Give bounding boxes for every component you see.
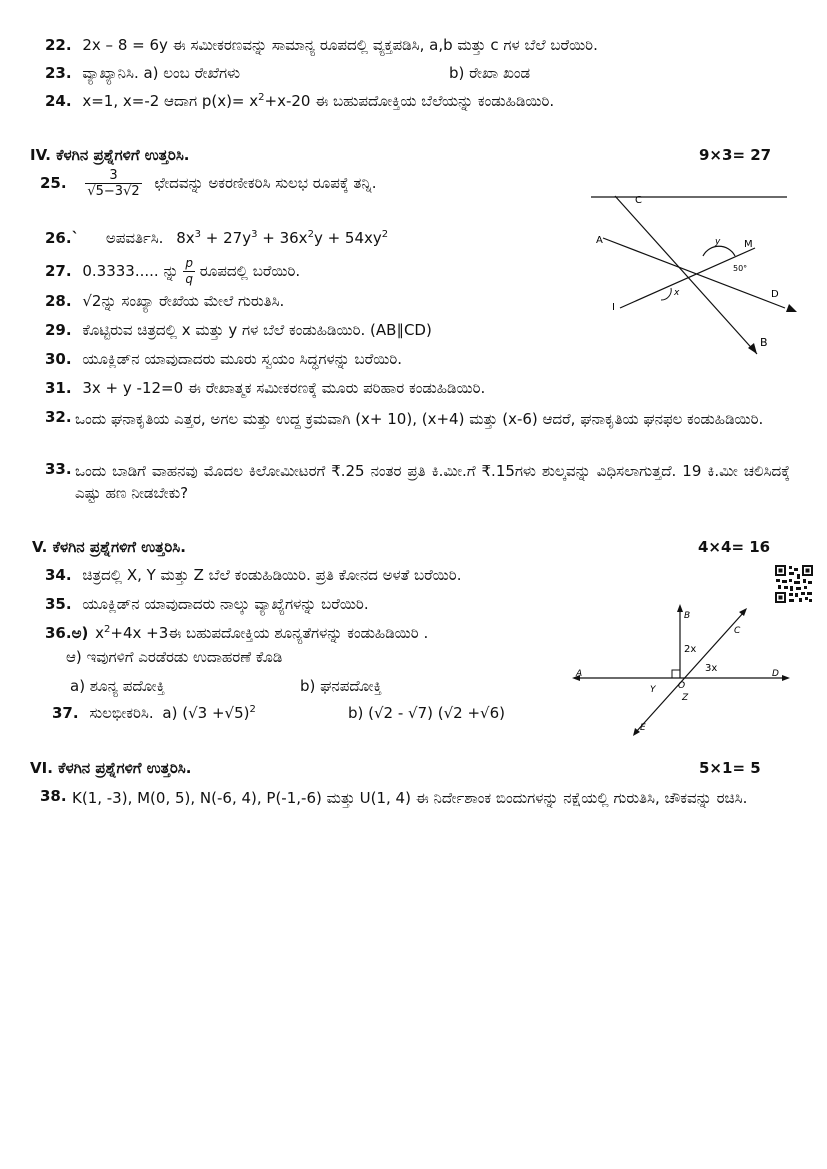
qr-code [775,565,813,603]
question-label: ಸುಲಭೀಕರಿಸಿ. [89,704,154,722]
label-a: A [596,235,603,246]
question-27 [45,256,300,287]
exponent: 3 [194,229,202,240]
arrow-head [786,304,797,312]
question-25 [40,168,377,199]
question-text-post: ರೂಪದಲ್ಲಿ ಬರೆಯಿರಿ. [199,262,301,280]
question-35 [45,595,369,613]
question-number: 25. [40,174,67,192]
arrow-head [782,675,790,681]
question-number: 36.ಅ) [45,624,89,642]
question-label: ಅಪವರ್ತಿಸಿ. [105,229,164,247]
section-vi-marks: 5×1= 5 [699,759,761,777]
question-text: K(1, -3), M(0, 5), N(-6, 4), P(-1,-6) ಮತ್ತು U(1, 4) ಈ ನಿರ್ದೇಶಾಂಕ ಬಿಂದುಗಳನ್ನು ನಕ್ಷೆಯಲ್ಲಿ ಗುರುತಿಸಿ, ಚೌಕವನ್ನು ರಚಿಸಿ. [72,789,748,807]
intersecting-lines-figure [568,600,793,740]
fraction-numerator: p [185,256,193,270]
question-text-pre: 0.3333..... ನ್ನು [82,262,179,280]
section-iv-marks: 9×3= 27 [699,146,772,164]
question-text-pre: x [95,624,104,642]
label-3x: 3x [705,663,718,674]
transversal-line [615,196,757,354]
question-text: ವ್ಯಾಖ್ಯಾನಿಸಿ. a) ಲಂಬ ರೇಖೆಗಳು [82,64,240,82]
label-d: D [772,669,779,679]
question-text-post: +x-20 ಈ ಬಹುಪದೋಕ್ತಿಯ ಬೆಲೆಯನ್ನು ಕಂಡುಹಿಡಿಯಿರಿ. [264,92,555,110]
question-23 [45,64,240,82]
term: + 27y [201,229,252,247]
label-c: C [734,626,741,636]
label-b: B [760,336,768,349]
label-2x: 2x [684,644,697,655]
line-ce [636,612,744,732]
exponent: 2 [249,704,256,715]
label-y: y [715,237,721,247]
question-number: 31. [45,379,72,397]
question-number: 34. [45,566,72,584]
expression [176,229,388,247]
question-28 [45,292,284,310]
label-c: C [635,195,642,206]
question-text-pre: x=1, x=-2 ಆದಾಗ p(x)= x [82,92,259,110]
exponent: 2 [307,229,314,240]
question-38 [40,787,790,809]
section-vi-title: VI. ಕೆಳಗಿನ ಪ್ರಶ್ನೆಗಳಿಗೆ ಉತ್ತರಿಸಿ. [30,759,192,777]
parallel-lines-figure [585,188,800,363]
question-text: 2x – 8 = 6y ಈ ಸಮೀಕರಣವನ್ನು ಸಾಮಾನ್ಯ ರೂಪದಲ್ಲಿ ವ್ಯಕ್ತಪಡಿಸಿ, a,b ಮತ್ತು c ಗಳ ಬೆಲೆ ಬರೆಯಿರಿ. [82,36,598,54]
question-number: 32. [45,408,72,426]
question-30 [45,350,402,368]
question-text: √2ನ್ನು ಸಂಖ್ಯಾ ರೇಖೆಯ ಮೇಲೆ ಗುರುತಿಸಿ. [82,292,285,310]
question-33 [45,460,790,504]
question-text: ಯೂಕ್ಲಿಡ್‌ನ ಯಾವುದಾದರು ಮೂರು ಸ್ವಯಂ ಸಿದ್ಧಗಳನ್ನು ಬರೆಯಿರಿ. [82,350,403,368]
label-a: A [576,669,583,679]
arrow-head [677,604,683,612]
fraction-denominator: √5−3√2 [87,184,140,199]
option-a: a) (√3 +√5) [162,704,250,722]
question-29 [45,321,432,339]
question-text: ಚಿತ್ರದಲ್ಲಿ X, Y ಮತ್ತು Z ಬೆಲೆ ಕಂಡುಹಿಡಿಯಿರಿ. ಪ್ರತಿ ಕೋನದ ಅಳತೆ ಬರೆಯಿರಿ. [82,566,462,584]
question-number: 27. [45,262,72,280]
label-i: I [612,302,615,313]
question-36-option-a: a) ಶೂನ್ಯ ಪದೋಕ್ತಿ [70,677,165,695]
question-37 [52,704,256,722]
question-22 [45,36,598,54]
label-x: x [674,288,680,298]
line-ab [603,238,785,308]
section-v-marks: 4×4= 16 [698,538,771,556]
fraction-denominator: q [185,272,193,286]
label-o: O [678,681,686,691]
question-23-option-b: b) ರೇಖಾ ಖಂಡ [449,64,531,82]
question-26 [45,229,388,247]
label-angle-50: 50° [733,264,748,273]
question-number: 37. [52,704,79,722]
question-24 [45,92,554,110]
question-number: 38. [40,787,67,805]
term: + 36x [257,229,308,247]
question-text: ಛೇದವನ್ನು ಅಕರಣೀಕರಿಸಿ ಸುಲಭ ರೂಪಕ್ಕೆ ತನ್ನಿ. [154,174,377,192]
fraction-p-over-q [183,256,195,287]
question-32 [45,408,790,430]
question-number: 24. [45,92,72,110]
question-number: 33. [45,460,72,478]
section-iv-title: IV. ಕೆಳಗಿನ ಪ್ರಶ್ನೆಗಳಿಗೆ ಉತ್ತರಿಸಿ. [30,146,190,164]
exponent: 3 [251,229,258,240]
qr-code-graphic [775,565,813,603]
exponent: 2 [258,92,265,103]
arrow-head [739,608,747,616]
angle-arc [703,246,735,256]
angle-arc [661,288,671,300]
question-number: 26.` [45,229,80,247]
label-b: B [684,611,691,621]
line-cd [620,248,755,308]
question-text: ಕೊಟ್ಟಿರುವ ಚಿತ್ರದಲ್ಲಿ x ಮತ್ತು y ಗಳ ಬೆಲೆ ಕಂಡುಹಿಡಿಯಿರಿ. (AB∥CD) [82,321,432,339]
question-number: 29. [45,321,72,339]
question-number: 35. [45,595,72,613]
right-angle-mark [672,670,680,678]
label-e: E [640,723,646,733]
question-number: 28. [45,292,72,310]
label-y: Y [650,685,656,695]
question-number: 30. [45,350,72,368]
question-37-option-b: b) (√2 - √7) (√2 +√6) [348,704,506,722]
term: y + 54xy [313,229,382,247]
question-number: 23. [45,64,72,82]
question-text-post: +4x +3ಈ ಬಹುಪದೋಕ್ತಿಯ ಶೂನ್ಯತೆಗಳನ್ನು ಕಂಡುಹಿಡಿಯಿರಿ . [110,624,429,642]
question-text: ಒಂದು ಘನಾಕೃತಿಯ ಎತ್ತರ, ಅಗಲ ಮತ್ತು ಉದ್ದ ಕ್ರಮವಾಗಿ (x+ 10), (x+4) ಮತ್ತು (x-6) ಆದರೆ, ಘನಾಕೃತಿಯ ಘನಫಲ ಕಂಡುಹಿಡಿಯಿರಿ. [75,410,764,428]
exponent: 2 [381,229,389,240]
question-text: ಒಂದು ಬಾಡಿಗೆ ವಾಹನವು ಮೊದಲ ಕಿಲೋಮೀಟರಗೆ ₹.25 ನಂತರ ಪ್ರತಿ ಕಿ.ಮೀ.ಗೆ ₹.15ಗಳು ಶುಲ್ಕವನ್ನು ವಿಧಿಸಲಾಗುತ್ತದೆ. 19 ಕಿ.ಮೀ ಚಲಿಸಿದಕ್ಕೆ ಎಷ್ಟು ಹಣ ನೀಡಬೇಕು? [75,462,790,502]
label-z: Z [682,693,689,703]
question-31 [45,379,485,397]
label-m: M [744,239,753,250]
question-text: 3x + y -12=0 ಈ ರೇಖಾತ್ಮಕ ಸಮೀಕರಣಕ್ಕೆ ಮೂರು ಪರಿಹಾರ ಕಂಡುಹಿಡಿಯಿರಿ. [82,379,486,397]
section-v-title: V. ಕೆಳಗಿನ ಪ್ರಶ್ನೆಗಳಿಗೆ ಉತ್ತರಿಸಿ. [32,538,186,556]
exponent: 2 [104,624,111,635]
question-36-part-b: ಆ) ಇವುಗಳಿಗೆ ಎರಡೆರಡು ಉದಾಹರಣೆ ಕೊಡಿ [66,648,283,666]
fraction-numerator: 3 [85,168,141,184]
question-number: 22. [45,36,72,54]
question-34 [45,566,461,584]
fraction [85,168,141,199]
question-text: ಯೂಕ್ಲಿಡ್‌ನ ಯಾವುದಾದರು ನಾಲ್ಕು ವ್ಯಾಖ್ಯೆಗಳನ್ನು ಬರೆಯಿರಿ. [82,595,369,613]
question-36-option-b: b) ಘನಪದೋಕ್ತಿ [300,677,382,695]
label-d: D [771,289,779,300]
question-36 [45,624,428,642]
term: 8x [176,229,195,247]
